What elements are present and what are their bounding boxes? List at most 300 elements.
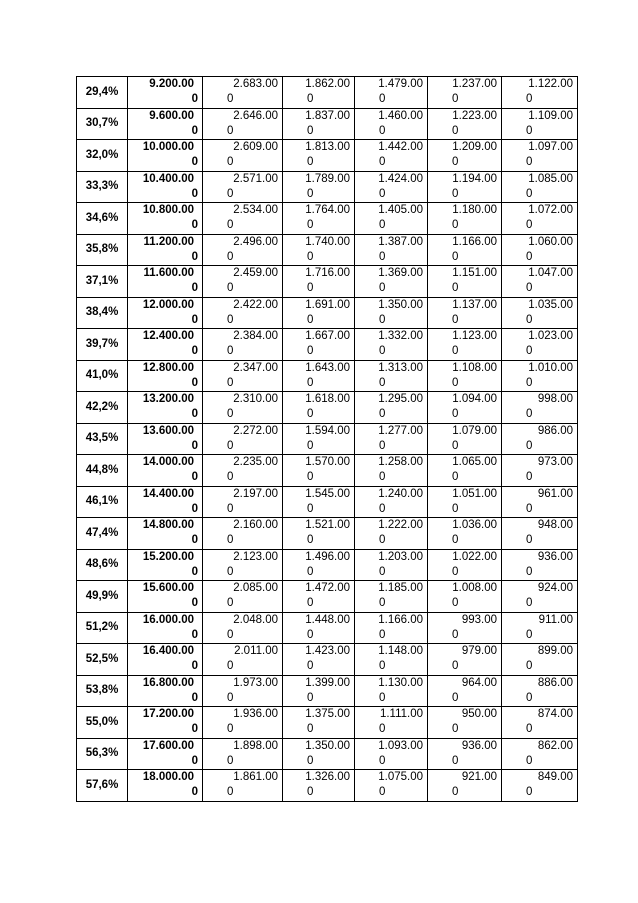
value-line: 1.837.00 [305,109,350,122]
value-line: 1.108.00 [452,361,497,374]
value-line-wrap: 0 [191,156,198,168]
total-value-cell [128,486,203,518]
table-row [77,518,578,550]
value-line-wrap: 0 [452,439,459,452]
value-line-wrap: 0 [227,471,234,483]
value-cell [283,140,355,172]
value-line: 874.00 [537,708,573,720]
value-line-wrap: 0 [379,628,386,641]
value-cell [203,297,283,329]
value-cell [283,644,355,676]
value-line-wrap: 0 [526,691,533,704]
value-line: 1.194.00 [452,172,497,185]
value-line-wrap: 0 [307,439,314,452]
total-value-cell [128,549,203,581]
value-cell [283,581,355,613]
value-cell [502,707,578,739]
value-line: 2.048.00 [233,613,278,626]
value-line: 11.200.00 [143,235,194,248]
value-line-wrap: 0 [227,502,234,515]
value-line-wrap: 0 [227,282,234,294]
value-cell [502,234,578,266]
percent-cell: 43,5% [77,423,128,455]
value-line: 14.800.00 [142,519,194,531]
value-line-wrap: 0 [452,250,459,263]
table-body [77,77,578,802]
value-line-wrap: 0 [227,313,234,326]
table-row [77,297,578,329]
value-cell [502,297,578,329]
value-cell [355,140,428,172]
value-line: 886.00 [537,676,573,689]
value-line-wrap: 0 [526,534,533,546]
value-cell [283,360,355,392]
value-line-wrap: 0 [307,534,314,546]
percent-cell: 55,0% [77,707,128,739]
value-cell [203,486,283,518]
value-line-wrap: 0 [307,502,314,515]
percent-cell: 47,4% [77,518,128,550]
value-line-wrap: 0 [307,754,314,767]
value-line: 1.277.00 [378,424,423,437]
value-cell [502,108,578,140]
value-cell [428,266,502,298]
value-cell [355,266,428,298]
value-cell [283,266,355,298]
value-line-wrap: 0 [227,786,234,798]
value-line-wrap: 0 [227,565,234,578]
value-cell [428,644,502,676]
value-cell [428,360,502,392]
percent-cell: 35,8% [77,234,128,266]
table-row [77,203,578,235]
value-line-wrap: 0 [191,345,198,357]
value-line-wrap: 0 [191,93,198,105]
percent-cell: 32,0% [77,140,128,172]
value-line-wrap: 0 [452,502,459,515]
total-value-cell [128,518,203,550]
table-row [77,77,578,109]
value-cell [428,455,502,487]
value-line: 1.973.00 [233,676,278,689]
value-cell [203,549,283,581]
value-line-wrap: 0 [379,691,386,704]
value-cell [283,423,355,455]
value-line-wrap: 0 [379,408,386,420]
value-cell [203,360,283,392]
value-cell [428,297,502,329]
value-cell [203,108,283,140]
value-cell [502,612,578,644]
value-line-wrap: 0 [526,754,533,767]
value-cell [203,392,283,424]
value-line: 986.00 [537,424,573,437]
table-row [77,486,578,518]
value-line: 1.209.00 [452,141,497,153]
value-line-wrap: 0 [227,408,234,420]
value-line-wrap: 0 [452,786,459,798]
total-value-cell [128,581,203,613]
value-cell [428,549,502,581]
value-cell [502,518,578,550]
value-line-wrap: 0 [227,376,234,389]
value-cell [203,518,283,550]
value-cell [428,738,502,770]
value-line-wrap: 0 [452,345,459,357]
value-line: 1.691.00 [305,298,350,311]
percent-cell: 39,7% [77,329,128,361]
value-line: 1.223.00 [452,109,497,122]
value-line: 1.472.00 [305,582,350,594]
value-line-wrap: 0 [526,93,533,105]
value-line: 1.496.00 [305,550,350,563]
value-cell [428,486,502,518]
value-line: 1.399.00 [305,676,350,689]
table-row [77,707,578,739]
value-line-wrap: 0 [307,565,314,578]
value-line: 2.235.00 [233,456,278,468]
total-value-cell [128,770,203,802]
value-line-wrap: 0 [526,471,533,483]
value-cell [283,77,355,109]
value-cell [502,77,578,109]
value-line-wrap: 0 [307,471,314,483]
value-line: 1.111.00 [379,708,423,720]
value-line: 2.422.00 [233,298,278,311]
total-value-cell [128,675,203,707]
value-line-wrap: 0 [191,187,198,200]
value-line: 993.00 [461,613,497,626]
value-line: 14.000.00 [142,456,194,468]
value-line: 1.051.00 [452,487,497,500]
value-line: 1.667.00 [305,330,350,342]
value-line-wrap: 0 [526,597,533,609]
value-line-wrap: 0 [191,250,198,263]
value-line-wrap: 0 [227,156,234,168]
value-cell [355,392,428,424]
value-line-wrap: 0 [379,502,386,515]
value-cell [203,455,283,487]
value-line: 862.00 [537,739,573,752]
value-cell [428,675,502,707]
percent-cell: 57,6% [77,770,128,802]
percent-cell: 42,2% [77,392,128,424]
value-line: 13.200.00 [142,393,194,405]
value-line: 2.347.00 [233,361,278,374]
value-cell [203,770,283,802]
value-line: 1.075.00 [378,771,423,783]
value-line-wrap: 0 [452,565,459,578]
value-line: 15.600.00 [142,582,194,594]
value-line-wrap: 0 [526,786,533,798]
value-line: 1.618.00 [305,393,350,405]
value-line: 1.460.00 [378,109,423,122]
value-line-wrap: 0 [452,313,459,326]
value-cell [355,329,428,361]
value-line: 1.350.00 [305,739,350,752]
value-line-wrap: 0 [191,219,198,231]
value-line-wrap: 0 [452,156,459,168]
value-line-wrap: 0 [191,534,198,546]
value-line: 1.097.00 [528,141,573,153]
value-cell [428,234,502,266]
value-line: 1.151.00 [452,267,497,279]
value-line-wrap: 0 [379,156,386,168]
value-cell [203,581,283,613]
value-line: 1.122.00 [528,78,573,90]
value-line: 961.00 [537,487,573,500]
value-line: 1.109.00 [528,109,573,122]
value-cell [428,581,502,613]
value-cell [355,770,428,802]
value-line: 2.085.00 [233,582,278,594]
value-cell [355,644,428,676]
value-line: 1.222.00 [378,519,423,531]
value-line: 2.197.00 [233,487,278,500]
value-cell [203,738,283,770]
value-cell [283,392,355,424]
value-line-wrap: 0 [227,754,234,767]
value-cell [355,108,428,140]
value-cell [283,549,355,581]
value-line-wrap: 0 [227,723,234,735]
value-line-wrap: 0 [191,597,198,609]
table-row [77,612,578,644]
value-cell [502,549,578,581]
value-line: 1.862.00 [305,78,350,90]
value-line-wrap: 0 [307,660,314,672]
value-cell [355,455,428,487]
value-cell [428,140,502,172]
value-cell [203,140,283,172]
value-line: 1.861.00 [233,771,278,783]
value-cell [283,329,355,361]
value-line-wrap: 0 [191,282,198,294]
value-line: 1.442.00 [378,141,423,153]
value-cell [355,234,428,266]
value-line-wrap: 0 [307,124,314,137]
value-line-wrap: 0 [452,660,459,672]
value-line-wrap: 0 [526,282,533,294]
value-cell [283,234,355,266]
value-cell [203,203,283,235]
value-line: 12.800.00 [142,361,194,374]
value-line: 1.813.00 [305,141,350,153]
value-line-wrap: 0 [227,534,234,546]
value-line-wrap: 0 [379,723,386,735]
value-line-wrap: 0 [227,124,234,137]
value-line-wrap: 0 [452,408,459,420]
percent-cell: 30,7% [77,108,128,140]
value-cell [283,108,355,140]
value-line-wrap: 0 [379,313,386,326]
value-line-wrap: 0 [191,660,198,672]
value-cell [502,203,578,235]
value-line: 1.545.00 [305,487,350,500]
value-line: 849.00 [537,771,573,783]
value-line: 950.00 [461,708,497,720]
value-line: 1.148.00 [378,645,423,657]
value-cell [428,77,502,109]
value-cell [502,644,578,676]
value-line: 1.022.00 [452,550,497,563]
value-line: 2.534.00 [233,204,278,216]
value-line-wrap: 0 [307,376,314,389]
value-line-wrap: 0 [379,219,386,231]
value-line-wrap: 0 [191,376,198,389]
percent-cell: 48,6% [77,549,128,581]
value-cell [502,738,578,770]
value-cell [283,171,355,203]
value-line: 2.459.00 [233,267,278,279]
value-line: 1.369.00 [378,267,423,279]
table-row [77,455,578,487]
total-value-cell [128,297,203,329]
value-line-wrap: 0 [227,250,234,263]
value-line-wrap: 0 [227,93,234,105]
value-line-wrap: 0 [379,345,386,357]
value-line: 1.375.00 [305,708,350,720]
value-line: 1.789.00 [305,172,350,185]
value-line-wrap: 0 [379,250,386,263]
value-line-wrap: 0 [191,124,198,137]
value-cell [355,360,428,392]
total-value-cell [128,266,203,298]
value-line: 1.898.00 [233,739,278,752]
value-line: 1.240.00 [378,487,423,500]
value-line: 1.180.00 [452,204,497,216]
value-line: 1.594.00 [305,424,350,437]
value-line: 1.479.00 [378,78,423,90]
value-cell [283,707,355,739]
value-line: 14.400.00 [142,487,194,500]
table-row [77,644,578,676]
percent-cell: 53,8% [77,675,128,707]
value-line: 936.00 [537,550,573,563]
value-line-wrap: 0 [379,187,386,200]
value-line: 1.065.00 [452,456,497,468]
value-cell [355,203,428,235]
value-line: 936.00 [461,739,497,752]
value-cell [355,171,428,203]
value-line-wrap: 0 [307,282,314,294]
table-row [77,234,578,266]
value-cell [283,770,355,802]
value-cell [355,297,428,329]
value-line: 1.079.00 [452,424,497,437]
value-line: 15.200.00 [142,550,194,563]
value-cell [283,486,355,518]
value-line-wrap: 0 [452,376,459,389]
value-cell [203,644,283,676]
value-line: 2.160.00 [233,519,278,531]
value-cell [428,392,502,424]
value-line-wrap: 0 [526,565,533,578]
value-line-wrap: 0 [526,187,533,200]
value-line-wrap: 0 [526,660,533,672]
value-line-wrap: 0 [191,754,198,767]
value-line: 1.326.00 [305,771,350,783]
value-line: 948.00 [537,519,573,531]
percent-cell: 41,0% [77,360,128,392]
value-line-wrap: 0 [379,565,386,578]
value-line: 12.000.00 [142,298,194,311]
value-line: 1.008.00 [452,582,497,594]
value-line: 1.237.00 [452,78,497,90]
value-line-wrap: 0 [452,282,459,294]
value-cell [428,108,502,140]
value-line: 1.258.00 [378,456,423,468]
value-cell [355,581,428,613]
percent-cell: 29,4% [77,77,128,109]
total-value-cell [128,171,203,203]
value-cell [502,423,578,455]
value-line-wrap: 0 [379,471,386,483]
value-line: 10.400.00 [142,172,194,185]
value-line: 1.716.00 [305,267,350,279]
total-value-cell [128,738,203,770]
value-line-wrap: 0 [307,786,314,798]
value-line-wrap: 0 [307,691,314,704]
value-line-wrap: 0 [379,439,386,452]
value-cell [502,675,578,707]
value-cell [502,266,578,298]
table-row [77,329,578,361]
value-line-wrap: 0 [191,313,198,326]
value-line-wrap: 0 [526,219,533,231]
value-line: 1.036.00 [452,519,497,531]
value-line-wrap: 0 [452,534,459,546]
value-cell [428,423,502,455]
value-line-wrap: 0 [307,345,314,357]
value-cell [502,140,578,172]
value-cell [355,612,428,644]
value-cell [355,77,428,109]
value-line: 2.123.00 [233,550,278,563]
table-row [77,266,578,298]
value-line: 16.800.00 [142,676,194,689]
value-cell [428,707,502,739]
table-row [77,108,578,140]
value-line: 1.023.00 [528,330,573,342]
value-line-wrap: 0 [452,754,459,767]
percent-cell: 49,9% [77,581,128,613]
value-line: 13.600.00 [142,424,194,437]
total-value-cell [128,140,203,172]
value-cell [428,171,502,203]
value-line-wrap: 0 [526,313,533,326]
value-cell [428,329,502,361]
value-line-wrap: 0 [526,723,533,735]
value-line: 9.200.00 [149,78,194,90]
value-cell [203,612,283,644]
percent-cell: 37,1% [77,266,128,298]
value-line: 2.571.00 [233,172,278,185]
value-line: 18.000.00 [142,771,194,783]
value-cell [502,581,578,613]
value-line: 1.010.00 [528,361,573,374]
total-value-cell [128,423,203,455]
value-line-wrap: 0 [526,439,533,452]
value-line-wrap: 0 [227,219,234,231]
value-line-wrap: 0 [526,345,533,357]
value-line: 2.609.00 [233,141,278,153]
value-line: 1.093.00 [378,739,423,752]
value-cell [428,203,502,235]
value-line-wrap: 0 [307,187,314,200]
value-cell [428,518,502,550]
value-line-wrap: 0 [307,250,314,263]
